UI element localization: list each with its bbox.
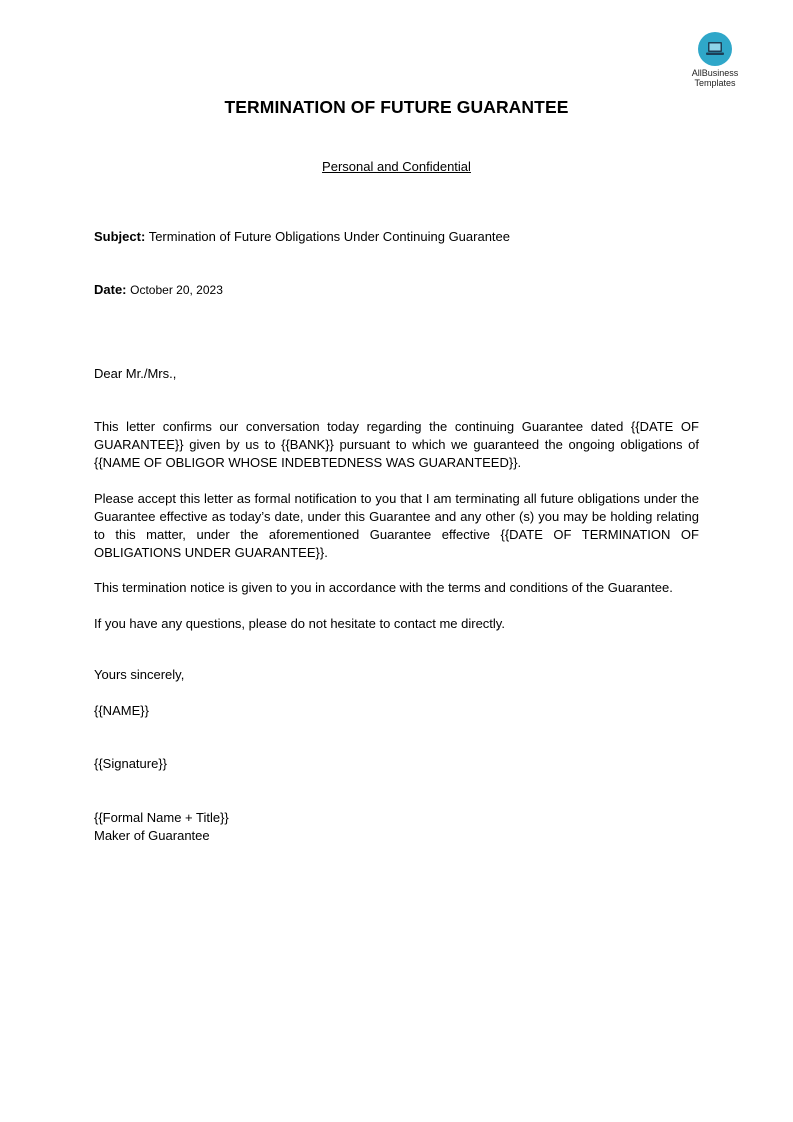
formal-name-placeholder: {{Formal Name + Title}} bbox=[94, 810, 229, 825]
date-line bbox=[94, 282, 223, 297]
body-paragraph-4: If you have any questions, please do not hesitate to contact me directly. bbox=[94, 616, 505, 631]
logo-text-line1: AllBusiness bbox=[691, 68, 739, 78]
date-label: Date: bbox=[94, 282, 127, 297]
laptop-icon bbox=[698, 32, 732, 66]
salutation: Dear Mr./Mrs., bbox=[94, 366, 177, 381]
body-paragraph-1: This letter confirms our conversation today regarding the continuing Guarantee dated {{DATE OF GUARANTEE}} given by us to {{BANK}} pursuant to which we guaranteed the ongoing obligations of {{NAME OF OBLIGOR WHOSE INDEBTEDNESS WAS GUARANTEED}}. bbox=[94, 419, 699, 470]
body-paragraph-3: This termination notice is given to you in accordance with the terms and conditions of the Guarantee. bbox=[94, 580, 673, 595]
logo-text-line2: Templates bbox=[694, 78, 736, 88]
subject-label: Subject: bbox=[94, 229, 146, 244]
maker-of-guarantee: Maker of Guarantee bbox=[94, 828, 210, 843]
body-paragraph-2: Please accept this letter as formal notification to you that I am terminating all future obligations under the Guarantee effective as today’s date, under this Guarantee and any other (s) you may be holding relating to this matter, under the aforementioned Guarantee effective {{DATE OF TERMINATION OF OBLIGATIONS UNDER GUARANTEE}}. bbox=[94, 491, 699, 560]
subject-value: Termination of Future Obligations Under Continuing Guarantee bbox=[148, 229, 511, 244]
confidential-notice: Personal and Confidential bbox=[322, 159, 471, 174]
name-placeholder: {{NAME}} bbox=[94, 703, 149, 718]
document-title: TERMINATION OF FUTURE GUARANTEE bbox=[224, 97, 569, 117]
closing: Yours sincerely, bbox=[94, 667, 185, 682]
signature-placeholder: {{Signature}} bbox=[94, 756, 168, 771]
date-value: October 20, 2023 bbox=[130, 283, 223, 297]
subject-line bbox=[94, 229, 510, 244]
allbusiness-templates-logo bbox=[684, 32, 746, 88]
